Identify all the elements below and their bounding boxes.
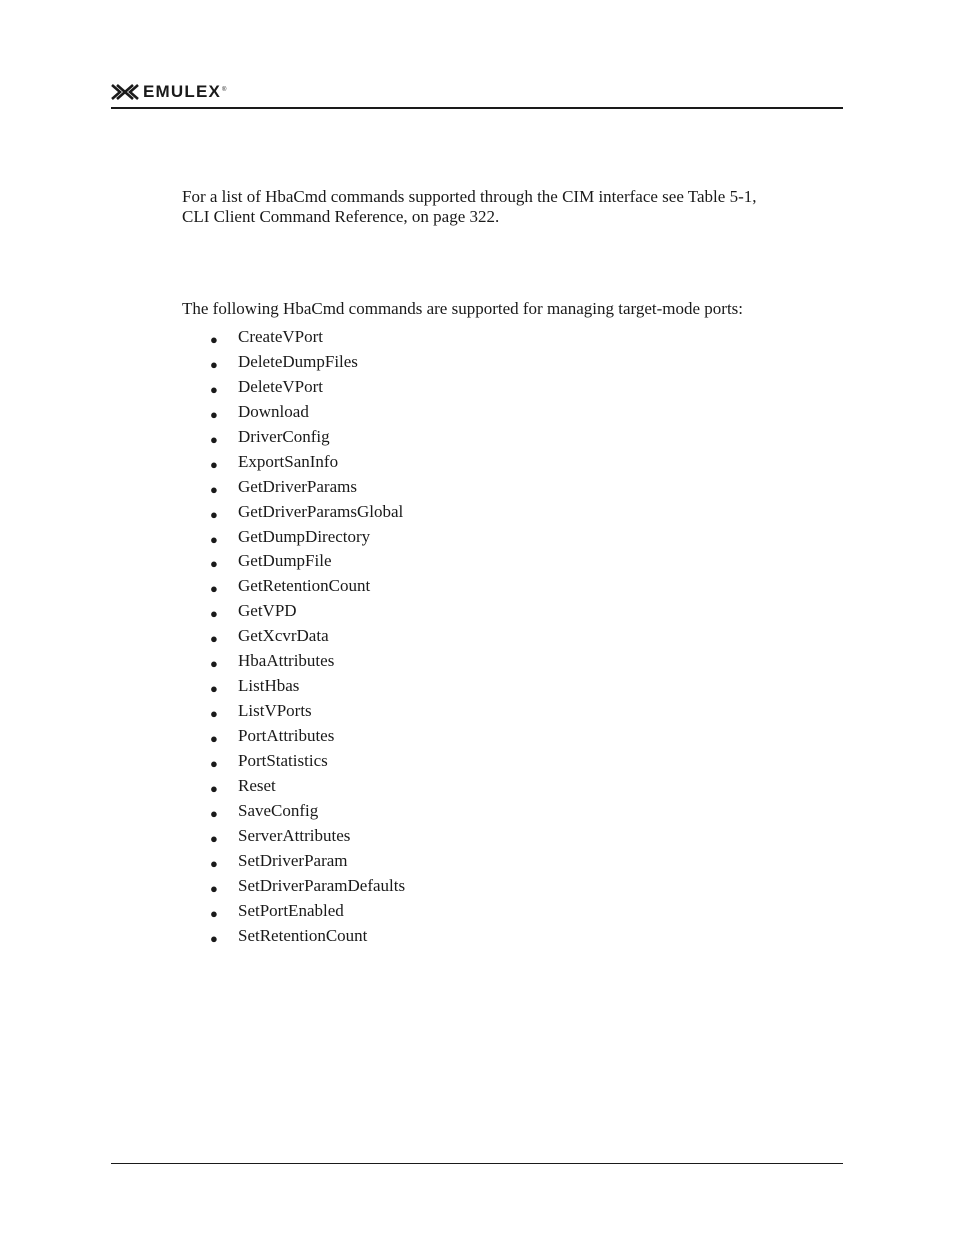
bullet-icon: ● [210,581,218,597]
command-name: Download [238,401,309,421]
command-name: Reset [238,775,276,795]
bullet-icon: ● [210,830,218,846]
command-name: GetDumpDirectory [238,526,371,546]
command-name: ListVPorts [238,701,312,721]
command-name: GetDumpFile [238,551,332,571]
command-name: DeleteDumpFiles [238,351,358,371]
command-name: PortAttributes [238,726,335,745]
cim-reference-line-2: CLI Client Command Reference, on page 322. [182,207,500,226]
bullet-icon: ● [210,481,218,497]
bullet-icon: ● [210,681,218,697]
bullet-icon: ● [210,855,218,871]
logo-text: EMULEX [143,82,222,101]
bullet-icon: ● [210,406,218,422]
command-name: ServerAttributes [238,825,351,845]
command-name: SaveConfig [238,800,319,820]
emulex-logo [111,82,226,102]
bullet-icon: ● [210,381,218,397]
bullet-icon: ● [210,930,218,946]
bullet-icon: ● [210,780,218,796]
bullet-icon: ● [210,706,218,722]
bullet-icon: ● [210,332,218,347]
emulex-logo-icon [111,84,139,100]
bullet-icon: ● [210,456,218,472]
command-name: ExportSanInfo [238,451,339,471]
page-header [111,78,843,108]
footer-rule [111,1163,843,1164]
command-name: GetVPD [238,601,297,621]
bullet-icon: ● [210,506,218,522]
command-name: SetDriverParam [238,850,348,870]
trademark-mark: ® [222,87,227,93]
command-name: DeleteVPort [238,376,323,396]
cim-reference-paragraph [182,187,832,227]
command-name: SetDriverParamDefaults [238,875,406,895]
command-name: HbaAttributes [238,651,335,671]
command-name: GetDriverParams [238,476,357,496]
bullet-icon: ● [210,431,218,447]
command-name: CreateVPort [238,327,323,346]
bullet-icon: ● [210,356,218,372]
bullet-icon: ● [210,731,218,746]
command-name: SetRetentionCount [238,925,368,945]
command-name: SetPortEnabled [238,900,344,920]
cim-reference-line-1: For a list of HbaCmd commands supported through the CIM interface see Table 5-1, [182,187,757,206]
command-name: GetXcvrData [238,626,329,646]
bullet-icon: ● [210,656,218,672]
bullet-icon: ● [210,606,218,622]
bullet-icon: ● [210,880,218,896]
command-name: DriverConfig [238,426,330,446]
command-name: PortStatistics [238,750,328,770]
bullet-icon: ● [210,755,218,771]
header-rule [111,107,843,109]
command-name: GetDriverParamsGlobal [238,501,404,521]
bullet-icon: ● [210,531,218,547]
bullet-icon: ● [210,556,218,572]
bullet-icon: ● [210,631,218,647]
command-name: ListHbas [238,676,300,696]
target-mode-intro: The following HbaCmd commands are supported for managing target-mode ports: [182,299,744,318]
command-name: GetRetentionCount [238,576,371,596]
bullet-icon: ● [210,905,218,921]
bullet-icon: ● [210,805,218,821]
